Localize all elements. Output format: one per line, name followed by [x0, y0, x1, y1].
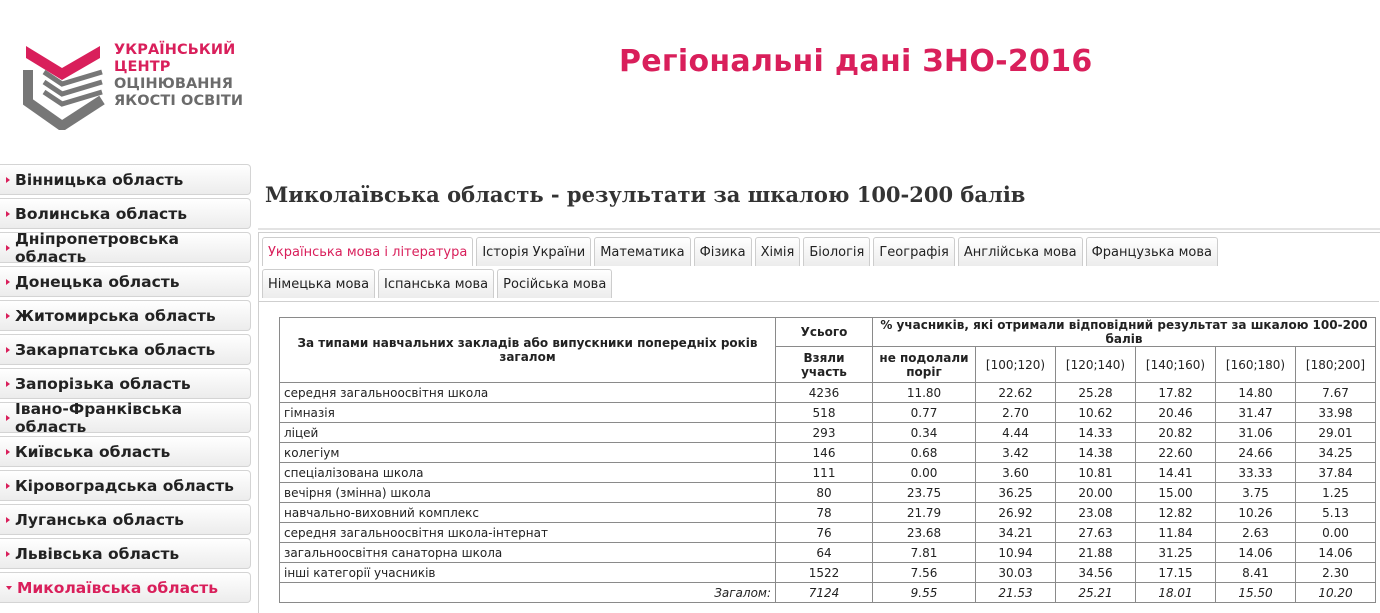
subject-tabs	[262, 237, 1322, 301]
row-label: навчально-виховний комплекс	[280, 503, 776, 523]
sidebar-item-dnipropetrovska[interactable]	[0, 229, 251, 266]
cell: 10.94	[976, 543, 1056, 563]
cell: 4.44	[976, 423, 1056, 443]
cell: 14.38	[1056, 443, 1136, 463]
cell: 12.82	[1136, 503, 1216, 523]
logo-line-1: УКРАЇНСЬКИЙ	[114, 42, 236, 58]
cell: 78	[776, 503, 873, 523]
sidebar-item-label: Івано-Франківська область	[15, 399, 183, 436]
sidebar-item-label: Луганська область	[15, 510, 184, 529]
cell: 17.82	[1136, 383, 1216, 403]
column-header: не подолали поріг	[873, 347, 976, 383]
sidebar-item-donetska[interactable]	[0, 266, 251, 297]
table-row	[280, 463, 1376, 483]
total-cell: 18.01	[1136, 583, 1216, 603]
cell: 20.46	[1136, 403, 1216, 423]
arrow-down-icon	[6, 586, 12, 590]
cell: 14.41	[1136, 463, 1216, 483]
column-header: [160;180)	[1216, 347, 1296, 383]
cell: 111	[776, 463, 873, 483]
total-cell: 7124	[776, 583, 873, 603]
table-row	[280, 483, 1376, 503]
total-cell: 21.53	[976, 583, 1056, 603]
header-total: Усього	[776, 318, 873, 347]
sidebar-item-zhytomyrska[interactable]	[0, 300, 251, 331]
cell: 31.25	[1136, 543, 1216, 563]
cell: 33.33	[1216, 463, 1296, 483]
row-label: середня загальноосвітня школа	[280, 383, 776, 403]
cell: 7.67	[1296, 383, 1376, 403]
table-total-row	[280, 583, 1376, 603]
table-row	[280, 403, 1376, 423]
sidebar-item-kirovohradska[interactable]	[0, 470, 251, 501]
arrow-right-icon	[6, 245, 10, 251]
cell: 29.01	[1296, 423, 1376, 443]
cell: 3.75	[1216, 483, 1296, 503]
cell: 30.03	[976, 563, 1056, 583]
cell: 34.21	[976, 523, 1056, 543]
cell: 14.06	[1296, 543, 1376, 563]
region-sidebar	[0, 164, 251, 606]
cell: 3.42	[976, 443, 1056, 463]
sidebar-item-zaporizka[interactable]	[0, 368, 251, 399]
row-label: загальноосвітня санаторна школа	[280, 543, 776, 563]
cell: 23.08	[1056, 503, 1136, 523]
table-row	[280, 523, 1376, 543]
sidebar-item-label: Миколаївська область	[17, 578, 219, 597]
cell: 0.00	[873, 463, 976, 483]
cell: 15.00	[1136, 483, 1216, 503]
sidebar-item-ivano-frankivska[interactable]	[0, 399, 251, 436]
subject-tabs-panel	[258, 232, 1380, 613]
tab-physics[interactable]: Фізика	[694, 237, 752, 266]
table-row	[280, 423, 1376, 443]
row-label: інші категорії учасників	[280, 563, 776, 583]
column-header: [140;160)	[1136, 347, 1216, 383]
total-cell: 10.20	[1296, 583, 1376, 603]
tab-chemistry[interactable]: Хімія	[755, 237, 801, 266]
table-row	[280, 563, 1376, 583]
cell: 10.62	[1056, 403, 1136, 423]
cell: 10.81	[1056, 463, 1136, 483]
cell: 7.56	[873, 563, 976, 583]
cell: 14.80	[1216, 383, 1296, 403]
arrow-right-icon	[6, 211, 10, 217]
cell: 0.34	[873, 423, 976, 443]
cell: 10.26	[1216, 503, 1296, 523]
sidebar-item-kyivska[interactable]	[0, 436, 251, 467]
row-label: спеціалізована школа	[280, 463, 776, 483]
sidebar-item-lvivska[interactable]	[0, 538, 251, 569]
cell: 37.84	[1296, 463, 1376, 483]
sidebar-item-label: Донецька область	[15, 272, 180, 291]
cell: 27.63	[1056, 523, 1136, 543]
sidebar-item-label: Київська область	[15, 442, 171, 461]
cell: 23.68	[873, 523, 976, 543]
site-title: Регіональні дані ЗНО-2016	[619, 44, 1093, 79]
column-header: [180;200]	[1296, 347, 1376, 383]
tab-mathematics[interactable]: Математика	[594, 237, 690, 266]
header-category: За типами навчальних закладів або випускники попередніх років загалом	[280, 318, 776, 383]
row-label: гімназія	[280, 403, 776, 423]
cell: 80	[776, 483, 873, 503]
logo-line-3: ОЦІНЮВАННЯ	[114, 76, 234, 92]
cell: 3.60	[976, 463, 1056, 483]
sidebar-item-label: Закарпатська область	[15, 340, 216, 359]
cell: 11.80	[873, 383, 976, 403]
sidebar-item-vinnytska[interactable]	[0, 164, 251, 195]
row-label: колегіум	[280, 443, 776, 463]
table-row	[280, 383, 1376, 403]
cell: 17.15	[1136, 563, 1216, 583]
cell: 146	[776, 443, 873, 463]
arrow-right-icon	[6, 415, 10, 421]
cell: 31.06	[1216, 423, 1296, 443]
arrow-right-icon	[6, 483, 10, 489]
cell: 20.00	[1056, 483, 1136, 503]
column-header: Взяли участь	[776, 347, 873, 383]
cell: 1522	[776, 563, 873, 583]
cell: 31.47	[1216, 403, 1296, 423]
table-row	[280, 443, 1376, 463]
logo-line-4: ЯКОСТІ ОСВІТИ	[114, 93, 244, 109]
cell: 76	[776, 523, 873, 543]
cell: 2.70	[976, 403, 1056, 423]
title-divider	[258, 228, 1380, 230]
tab-biology[interactable]: Біологія	[803, 237, 870, 266]
cell: 293	[776, 423, 873, 443]
tab-english[interactable]: Англійська мова	[958, 237, 1083, 266]
tabs-divider	[259, 301, 1379, 302]
tab-german[interactable]: Німецька мова	[262, 269, 375, 298]
cell: 64	[776, 543, 873, 563]
cell: 21.79	[873, 503, 976, 523]
tab-history-ukraine[interactable]: Історія України	[476, 237, 591, 266]
sidebar-item-label: Волинська область	[15, 204, 188, 223]
column-header: [100;120)	[976, 347, 1056, 383]
cell: 8.41	[1216, 563, 1296, 583]
header-percent: % учасників, які отримали відповідний результат за шкалою 100-200 балів	[873, 318, 1376, 347]
row-label: середня загальноосвітня школа-інтернат	[280, 523, 776, 543]
row-label: вечірня (змінна) школа	[280, 483, 776, 503]
cell: 33.98	[1296, 403, 1376, 423]
logo-text	[114, 42, 243, 110]
sidebar-item-label: Львівська область	[15, 544, 180, 563]
cell: 20.82	[1136, 423, 1216, 443]
sidebar-item-label: Житомирська область	[15, 306, 216, 325]
arrow-right-icon	[6, 517, 10, 523]
arrow-right-icon	[6, 313, 10, 319]
cell: 2.30	[1296, 563, 1376, 583]
total-cell: 15.50	[1216, 583, 1296, 603]
tab-french[interactable]: Французька мова	[1086, 237, 1218, 266]
cell: 26.92	[976, 503, 1056, 523]
logo-line-2: ЦЕНТР	[114, 59, 171, 75]
arrow-right-icon	[6, 381, 10, 387]
cell: 1.25	[1296, 483, 1376, 503]
cell: 0.77	[873, 403, 976, 423]
ucequality-logo[interactable]	[22, 40, 252, 132]
cell: 11.84	[1136, 523, 1216, 543]
total-cell: 9.55	[873, 583, 976, 603]
results-table	[279, 317, 1376, 603]
cell: 25.28	[1056, 383, 1136, 403]
cell: 22.62	[976, 383, 1056, 403]
tab-russian[interactable]: Російська мова	[497, 269, 612, 298]
cell: 2.63	[1216, 523, 1296, 543]
cell: 0.00	[1296, 523, 1376, 543]
cell: 14.06	[1216, 543, 1296, 563]
arrow-right-icon	[6, 347, 10, 353]
cell: 22.60	[1136, 443, 1216, 463]
table-row	[280, 543, 1376, 563]
sidebar-item-luhanska[interactable]	[0, 504, 251, 535]
table-row	[280, 503, 1376, 523]
cell: 36.25	[976, 483, 1056, 503]
cell: 24.66	[1216, 443, 1296, 463]
cell: 34.56	[1056, 563, 1136, 583]
arrow-right-icon	[6, 449, 10, 455]
cell: 0.68	[873, 443, 976, 463]
row-label: ліцей	[280, 423, 776, 443]
cell: 7.81	[873, 543, 976, 563]
cell: 4236	[776, 383, 873, 403]
cell: 34.25	[1296, 443, 1376, 463]
logo-emblem-icon	[22, 42, 106, 130]
cell: 518	[776, 403, 873, 423]
sidebar-item-label: Кіровоградська область	[15, 476, 234, 495]
cell: 5.13	[1296, 503, 1376, 523]
tab-spanish[interactable]: Іспанська мова	[378, 269, 494, 298]
cell: 23.75	[873, 483, 976, 503]
sidebar-item-label: Дніпропетровська область	[15, 229, 180, 266]
sidebar-item-mykolaivska[interactable]	[0, 572, 251, 603]
column-header: [120;140)	[1056, 347, 1136, 383]
sidebar-item-label: Запорізька область	[15, 374, 191, 393]
sidebar-item-zakarpatska[interactable]	[0, 334, 251, 365]
arrow-right-icon	[6, 551, 10, 557]
cell: 14.33	[1056, 423, 1136, 443]
sidebar-item-label: Вінницька область	[15, 170, 184, 189]
total-label: Загалом:	[280, 583, 776, 603]
arrow-right-icon	[6, 177, 10, 183]
tab-ukrainian-literature[interactable]: Українська мова і література	[262, 237, 473, 266]
total-cell: 25.21	[1056, 583, 1136, 603]
tab-geography[interactable]: Географія	[873, 237, 954, 266]
sidebar-item-volynska[interactable]	[0, 198, 251, 229]
arrow-right-icon	[6, 279, 10, 285]
cell: 21.88	[1056, 543, 1136, 563]
page-title: Миколаївська область - результати за шкалою 100-200 балів	[265, 182, 1026, 207]
